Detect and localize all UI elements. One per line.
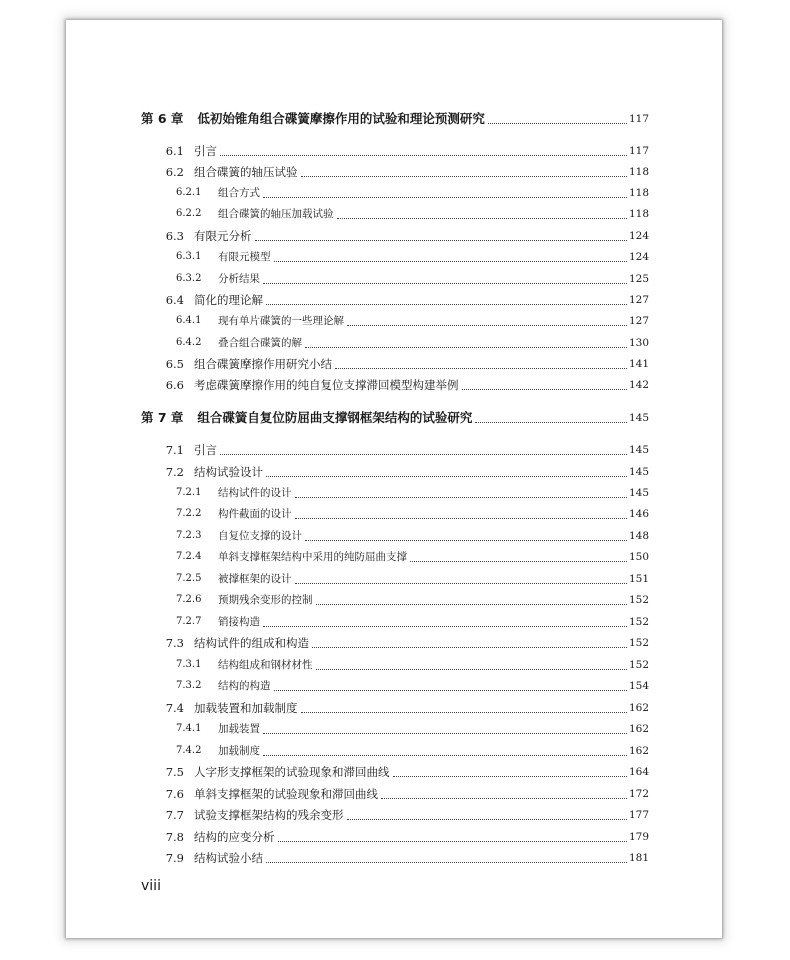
section-number: 7.8 bbox=[165, 830, 184, 844]
toc-entry bbox=[176, 184, 649, 202]
page-number: 148 bbox=[628, 530, 649, 542]
section-number: 7.2.2 bbox=[176, 508, 202, 519]
dot-leader bbox=[316, 603, 627, 605]
section-title: 结构试验设计 bbox=[194, 465, 263, 479]
page-number: 118 bbox=[628, 208, 649, 220]
toc-entry bbox=[150, 463, 649, 481]
section-number: 7.6 bbox=[165, 787, 184, 801]
page-number: 127 bbox=[628, 294, 649, 306]
dot-leader bbox=[393, 775, 627, 777]
section-number: 6.5 bbox=[165, 357, 184, 371]
page-number: 164 bbox=[628, 766, 649, 778]
section-title: 分析结果 bbox=[218, 273, 260, 285]
page-number: 124 bbox=[628, 251, 649, 263]
page-number: 146 bbox=[628, 508, 649, 520]
dot-leader bbox=[295, 582, 627, 584]
section-number: 6.3 bbox=[165, 229, 184, 243]
toc-entry bbox=[150, 785, 649, 803]
section-title: 引言 bbox=[194, 443, 217, 457]
page-number: 142 bbox=[628, 379, 649, 391]
section-number: 6.1 bbox=[165, 144, 184, 158]
section-title: 简化的理论解 bbox=[194, 293, 263, 307]
page-number: 117 bbox=[628, 145, 649, 157]
page-number: 152 bbox=[628, 594, 649, 606]
toc-entry bbox=[176, 484, 649, 502]
chapter-title: 低初始锥角组合碟簧摩擦作用的试验和理论预测研究 bbox=[197, 111, 485, 126]
toc-entry bbox=[150, 355, 649, 373]
page-number: 117 bbox=[628, 113, 649, 125]
toc-entry bbox=[150, 227, 649, 245]
section-number: 7.7 bbox=[165, 808, 184, 822]
dot-leader bbox=[301, 175, 627, 177]
page-number: 162 bbox=[628, 723, 649, 735]
page-number: 154 bbox=[628, 680, 649, 692]
section-title: 引言 bbox=[194, 144, 217, 158]
page-number: 152 bbox=[628, 637, 649, 649]
section-title: 结构试件的设计 bbox=[218, 487, 292, 499]
section-title: 考虑碟簧摩擦作用的纯自复位支撑滞回模型构建举例 bbox=[194, 378, 459, 392]
toc-entry bbox=[176, 613, 649, 631]
page-number: 145 bbox=[628, 487, 649, 499]
page-number: 152 bbox=[628, 616, 649, 628]
chapter-title: 组合碟簧自复位防屈曲支撑钢框架结构的试验研究 bbox=[197, 410, 473, 425]
section-title: 结构组成和钢材材性 bbox=[218, 659, 313, 671]
section-title: 预期残余变形的控制 bbox=[218, 594, 313, 606]
toc-entry bbox=[176, 591, 649, 609]
dot-leader bbox=[312, 646, 627, 648]
toc-entry bbox=[176, 205, 649, 223]
section-number: 6.3.1 bbox=[176, 251, 202, 262]
section-number: 7.2 bbox=[165, 465, 184, 479]
section-title: 组合碟簧的轴压试验 bbox=[194, 165, 298, 179]
section-title: 结构试件的组成和构造 bbox=[194, 636, 309, 650]
section-title: 组合方式 bbox=[218, 187, 260, 199]
toc-entry bbox=[150, 291, 649, 309]
toc-entry bbox=[150, 441, 649, 459]
section-number: 7.2.1 bbox=[176, 487, 202, 498]
section-title: 有限元模型 bbox=[218, 251, 271, 263]
page-number: 152 bbox=[628, 659, 649, 671]
section-title: 单斜支撑框架的试验现象和滞回曲线 bbox=[194, 787, 378, 801]
toc-entry bbox=[176, 720, 649, 738]
toc-entry bbox=[176, 570, 649, 588]
dot-leader bbox=[220, 154, 627, 156]
toc-entry bbox=[176, 742, 649, 760]
dot-leader bbox=[295, 496, 627, 498]
page-number: 141 bbox=[628, 358, 649, 370]
section-title: 结构的应变分析 bbox=[194, 830, 275, 844]
page-number: 145 bbox=[628, 412, 649, 424]
section-number: 7.2.5 bbox=[176, 573, 202, 584]
section-number: 7.1 bbox=[165, 443, 184, 457]
toc-entry bbox=[176, 312, 649, 330]
dot-leader bbox=[266, 861, 627, 863]
section-title: 加载装置 bbox=[218, 723, 260, 735]
page-number: 177 bbox=[628, 809, 649, 821]
toc-entry bbox=[150, 376, 649, 394]
dot-leader bbox=[462, 388, 627, 390]
page-number: 150 bbox=[628, 551, 649, 563]
section-number: 7.4.1 bbox=[176, 723, 202, 734]
dot-leader bbox=[335, 367, 627, 369]
section-number: 7.2.4 bbox=[176, 551, 202, 562]
dot-leader bbox=[347, 818, 627, 820]
section-title: 组合碟簧的轴压加载试验 bbox=[218, 208, 334, 220]
dot-leader bbox=[220, 453, 627, 455]
dot-leader bbox=[301, 711, 627, 713]
dot-leader bbox=[316, 668, 627, 670]
section-title: 组合碟簧摩擦作用研究小结 bbox=[194, 357, 332, 371]
section-title: 自复位支撑的设计 bbox=[218, 530, 302, 542]
section-title: 构件截面的设计 bbox=[218, 508, 292, 520]
toc-entry bbox=[176, 248, 649, 266]
section-number: 6.2.1 bbox=[176, 187, 202, 198]
page-number: 172 bbox=[628, 788, 649, 800]
toc-entry bbox=[150, 142, 649, 160]
chapter-number: 第 6 章 bbox=[141, 111, 184, 126]
book-page bbox=[66, 20, 722, 938]
section-title: 试验支撑框架结构的残余变形 bbox=[194, 808, 344, 822]
section-number: 7.3.1 bbox=[176, 659, 202, 670]
toc-entry bbox=[150, 849, 649, 867]
chapter-6-heading bbox=[141, 110, 649, 128]
dot-leader bbox=[305, 346, 627, 348]
section-number: 7.5 bbox=[165, 765, 184, 779]
page-number: 118 bbox=[628, 166, 649, 178]
section-number: 7.3 bbox=[165, 636, 184, 650]
toc-entry bbox=[176, 505, 649, 523]
page-number: 125 bbox=[628, 273, 649, 285]
section-title: 销接构造 bbox=[218, 616, 260, 628]
dot-leader bbox=[278, 840, 627, 842]
section-title: 被撑框架的设计 bbox=[218, 573, 292, 585]
dot-leader bbox=[381, 797, 627, 799]
dot-leader bbox=[263, 754, 627, 756]
page-number: 162 bbox=[628, 702, 649, 714]
section-number: 7.2.3 bbox=[176, 530, 202, 541]
page-number: 145 bbox=[628, 444, 649, 456]
dot-leader bbox=[305, 539, 627, 541]
toc-entry bbox=[150, 828, 649, 846]
section-number: 7.9 bbox=[165, 851, 184, 865]
section-title: 加载制度 bbox=[218, 745, 260, 757]
section-number: 7.2.7 bbox=[176, 616, 202, 627]
toc-entry bbox=[176, 548, 649, 566]
page-number: 127 bbox=[628, 315, 649, 327]
dot-leader bbox=[488, 122, 627, 124]
dot-leader bbox=[410, 560, 627, 562]
section-title: 叠合组合碟簧的解 bbox=[218, 337, 302, 349]
section-title: 有限元分析 bbox=[194, 229, 252, 243]
section-number: 6.4.1 bbox=[176, 315, 202, 326]
toc-entry bbox=[176, 334, 649, 352]
dot-leader bbox=[266, 475, 627, 477]
dot-leader bbox=[263, 282, 627, 284]
toc-entry bbox=[176, 270, 649, 288]
toc-entry bbox=[150, 806, 649, 824]
dot-leader bbox=[266, 303, 627, 305]
toc-entry bbox=[176, 527, 649, 545]
chapter-7-heading bbox=[141, 409, 649, 427]
page-number: 162 bbox=[628, 745, 649, 757]
section-number: 6.4.2 bbox=[176, 337, 202, 348]
dot-leader bbox=[274, 260, 627, 262]
toc-entry bbox=[150, 634, 649, 652]
page-number: 151 bbox=[628, 573, 649, 585]
folio-page-number: viii bbox=[141, 878, 161, 894]
section-number: 6.2.2 bbox=[176, 208, 202, 219]
section-number: 6.6 bbox=[165, 378, 184, 392]
dot-leader bbox=[347, 324, 627, 326]
toc-entry bbox=[150, 163, 649, 181]
section-number: 7.3.2 bbox=[176, 680, 202, 691]
chapter-number: 第 7 章 bbox=[141, 410, 184, 425]
page-number: 130 bbox=[628, 337, 649, 349]
toc-entry bbox=[150, 763, 649, 781]
dot-leader bbox=[475, 421, 627, 423]
section-number: 7.4.2 bbox=[176, 745, 202, 756]
toc-entry bbox=[176, 656, 649, 674]
toc-entry bbox=[150, 699, 649, 717]
section-title: 现有单片碟簧的一些理论解 bbox=[218, 315, 344, 327]
page-number: 181 bbox=[628, 852, 649, 864]
dot-leader bbox=[263, 732, 627, 734]
dot-leader bbox=[274, 689, 627, 691]
section-title: 结构的构造 bbox=[218, 680, 271, 692]
page-number: 145 bbox=[628, 466, 649, 478]
toc-entry bbox=[176, 677, 649, 695]
dot-leader bbox=[263, 625, 627, 627]
dot-leader bbox=[295, 517, 627, 519]
dot-leader bbox=[263, 196, 627, 198]
section-title: 单斜支撑框架结构中采用的纯防屈曲支撑 bbox=[218, 551, 407, 563]
dot-leader bbox=[337, 217, 627, 219]
section-title: 人字形支撑框架的试验现象和滞回曲线 bbox=[194, 765, 390, 779]
dot-leader bbox=[255, 239, 627, 241]
section-title: 加载装置和加载制度 bbox=[194, 701, 298, 715]
page-number: 179 bbox=[628, 831, 649, 843]
section-number: 7.4 bbox=[165, 701, 184, 715]
page-number: 124 bbox=[628, 230, 649, 242]
section-number: 6.3.2 bbox=[176, 273, 202, 284]
section-number: 6.2 bbox=[165, 165, 184, 179]
section-number: 6.4 bbox=[165, 293, 184, 307]
section-title: 结构试验小结 bbox=[194, 851, 263, 865]
section-number: 7.2.6 bbox=[176, 594, 202, 605]
page-number: 118 bbox=[628, 187, 649, 199]
